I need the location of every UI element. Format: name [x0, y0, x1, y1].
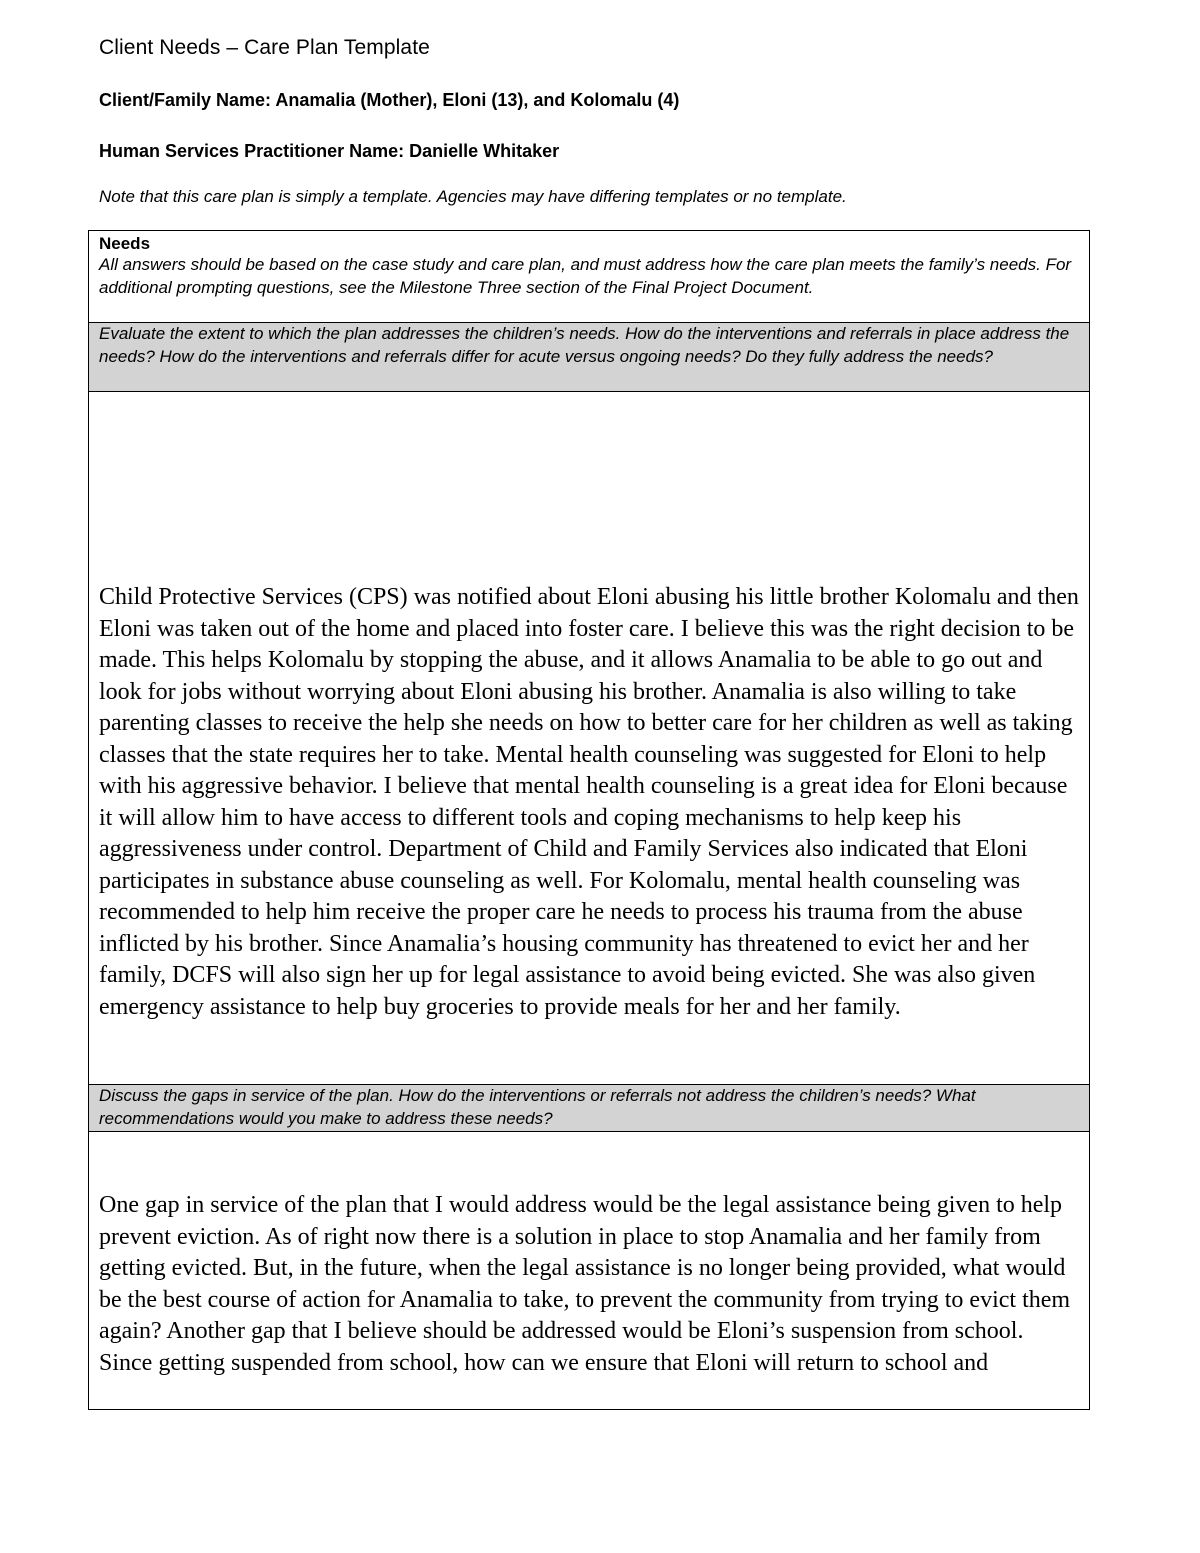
prompt-service-gaps: Discuss the gaps in service of the plan. How do the interventions or referrals not address the children’s needs? What recommendations would you make to address these needs? [89, 1085, 1089, 1132]
template-note: Note that this care plan is simply a template. Agencies may have differing templates or no template. [99, 187, 847, 206]
needs-instructions: All answers should be based on the case study and care plan, and must address how the care plan meets the family’s needs. For additional prompting questions, see the Milestone Three section of the Final Project Document. [99, 255, 1072, 297]
answer-service-gaps[interactable]: One gap in service of the plan that I would address would be the legal assistance being given to help prevent eviction. As of right now there is a solution in place to stop Anamalia and her family from getting evicted. But, in the future, when the legal assistance is no longer being provided, what would be the best course of action for Anamalia to take, to prevent the community from trying to evict them again? Another gap that I believe should be addressed would be Eloni’s suspension from school. Since getting suspended from school, how can we ensure that Eloni will return to school and [99, 1192, 1071, 1376]
needs-header-cell [89, 231, 1089, 323]
prompt-children-needs: Evaluate the extent to which the plan addresses the children’s needs. How do the interventions and referrals in place address the needs? How do the interventions and referrals differ for acute versus ongoing needs? Do they fully address the needs? [89, 323, 1089, 392]
care-plan-table [88, 230, 1090, 1410]
client-family-name: Client/Family Name: Anamalia (Mother), Eloni (13), and Kolomalu (4) [99, 90, 680, 110]
practitioner-name: Human Services Practitioner Name: Danielle Whitaker [99, 141, 560, 161]
answer-children-needs[interactable]: Child Protective Services (CPS) was notified about Eloni abusing his little brother Kolomalu and then Eloni was taken out of the home and placed into foster care. I believe this was the right decision to be made. This helps Kolomalu by stopping the abuse, and it allows Anamalia to be able to go out and look for jobs without worrying about Eloni abusing his brother. Anamalia is also willing to take parenting classes to receive the help she needs on how to better care for her children as well as taking classes that the state requires her to take. Mental health counseling was suggested for Eloni to help with his aggressive behavior. I believe that mental health counseling is a great idea for Eloni because it will allow him to have access to different tools and coping mechanisms to help keep his aggressiveness under control. Department of Child and Family Services also indicated that Eloni participates in substance abuse counseling as well. For Kolomalu, mental health counseling was recommended to help him receive the proper care he needs to process his trauma from the abuse inflicted by his brother. Since Anamalia’s housing community has threatened to evict her and her family, DCFS will also sign her up for legal assistance to avoid being evicted. She was also given emergency assistance to help buy groceries to provide meals for her and her family. [89, 392, 1089, 1085]
needs-heading: Needs [99, 234, 151, 253]
document-title: Client Needs – Care Plan Template [99, 36, 430, 59]
